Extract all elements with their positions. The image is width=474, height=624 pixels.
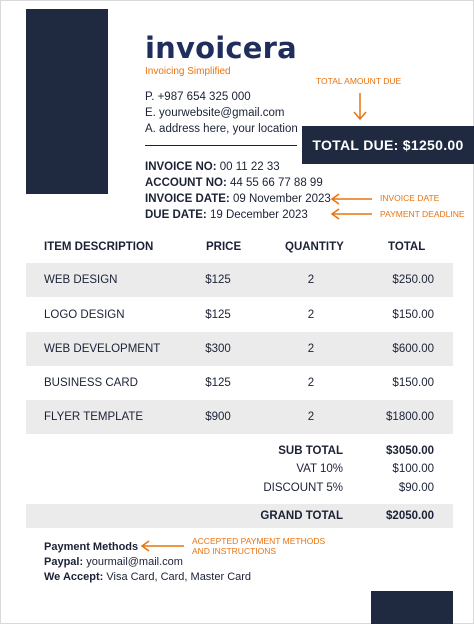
item-quantity: 2 [307, 274, 315, 286]
item-price: $125 [205, 274, 231, 286]
total-due-text: TOTAL DUE: $1250.00 [312, 137, 464, 153]
annotation-payment-methods-line1: ACCEPTED PAYMENT METHODS [192, 536, 326, 546]
table-row [26, 400, 453, 434]
accepted-cards: Visa Card, Card, Master Card [106, 571, 252, 583]
subtotal-value: $3050.00 [386, 445, 434, 457]
table-row [26, 298, 453, 332]
due-date: 19 December 2023 [209, 209, 308, 221]
grand-total-label: GRAND TOTAL [260, 510, 343, 522]
item-quantity: 2 [307, 377, 315, 389]
grand-total-value: $2050.00 [386, 510, 434, 522]
contact-address: A. address here, your location [145, 123, 298, 135]
item-total: $600.00 [392, 343, 434, 355]
account-number-label: ACCOUNT NO: [145, 177, 227, 189]
arrow-left-icon [330, 208, 374, 220]
total-due-box [302, 126, 474, 164]
account-number-line [145, 177, 323, 189]
column-header-total: TOTAL [388, 241, 426, 253]
table-row [26, 366, 453, 400]
paypal-line [44, 556, 183, 568]
invoice-number-line [145, 161, 280, 173]
item-description: BUSINESS CARD [44, 377, 138, 389]
brand-tagline: Invoicing Simplified [145, 66, 231, 77]
item-total: $150.00 [392, 309, 434, 321]
item-quantity: 2 [307, 343, 315, 355]
item-description: LOGO DESIGN [44, 309, 125, 321]
decorative-band-bottom [371, 591, 453, 624]
item-price: $300 [205, 343, 231, 355]
invoice-number: 00 11 22 33 [219, 161, 280, 173]
item-price: $125 [205, 377, 231, 389]
column-header-price: PRICE [206, 241, 242, 253]
table-row [26, 263, 453, 297]
column-header-quantity: QUANTITY [285, 241, 344, 253]
payment-methods-heading: Payment Methods [44, 541, 139, 553]
invoice-date-label: INVOICE DATE: [145, 193, 230, 205]
accepted-cards-label: We Accept: [44, 571, 104, 583]
annotation-total-amount-due: TOTAL AMOUNT DUE [316, 76, 402, 86]
due-date-label: DUE DATE: [145, 209, 207, 221]
brand-logo: invoicera [145, 31, 297, 65]
contact-phone: P. +987 654 325 000 [145, 91, 251, 103]
item-total: $250.00 [392, 274, 434, 286]
due-date-line [145, 209, 308, 221]
item-total: $1800.00 [386, 411, 434, 423]
column-header-description: ITEM DESCRIPTION [44, 241, 154, 253]
decorative-band-left [26, 9, 108, 194]
annotation-invoice-date: INVOICE DATE [380, 193, 440, 203]
annotation-payment-deadline: PAYMENT DEADLINE [380, 209, 465, 219]
item-total: $150.00 [392, 377, 434, 389]
subtotal-label: SUB TOTAL [278, 445, 343, 457]
paypal-label: Paypal: [44, 556, 84, 568]
discount-value: $90.00 [398, 482, 434, 494]
arrow-down-icon [352, 92, 368, 122]
item-quantity: 2 [307, 411, 315, 423]
item-description: FLYER TEMPLATE [44, 411, 144, 423]
contact-email: E. yourwebsite@gmail.com [145, 107, 285, 119]
annotation-payment-methods [192, 537, 325, 557]
accepted-cards-line [44, 571, 251, 583]
item-description: WEB DESIGN [44, 274, 118, 286]
discount-label: DISCOUNT 5% [263, 482, 343, 494]
paypal-email: yourmail@mail.com [86, 556, 183, 568]
invoice-number-label: INVOICE NO: [145, 161, 217, 173]
invoice-date: 09 November 2023 [232, 193, 331, 205]
invoice-date-line [145, 193, 331, 205]
item-price: $125 [205, 309, 231, 321]
annotation-payment-methods-line2: AND INSTRUCTIONS [192, 545, 277, 556]
item-quantity: 2 [307, 309, 315, 321]
item-description: WEB DEVELOPMENT [44, 343, 161, 355]
arrow-left-icon [330, 193, 374, 205]
table-row [26, 332, 453, 366]
arrow-left-icon [140, 540, 186, 552]
contact-divider [145, 145, 297, 146]
item-price: $900 [205, 411, 231, 423]
vat-label: VAT 10% [296, 463, 343, 475]
account-number: 44 55 66 77 88 99 [229, 177, 323, 189]
vat-value: $100.00 [392, 463, 434, 475]
